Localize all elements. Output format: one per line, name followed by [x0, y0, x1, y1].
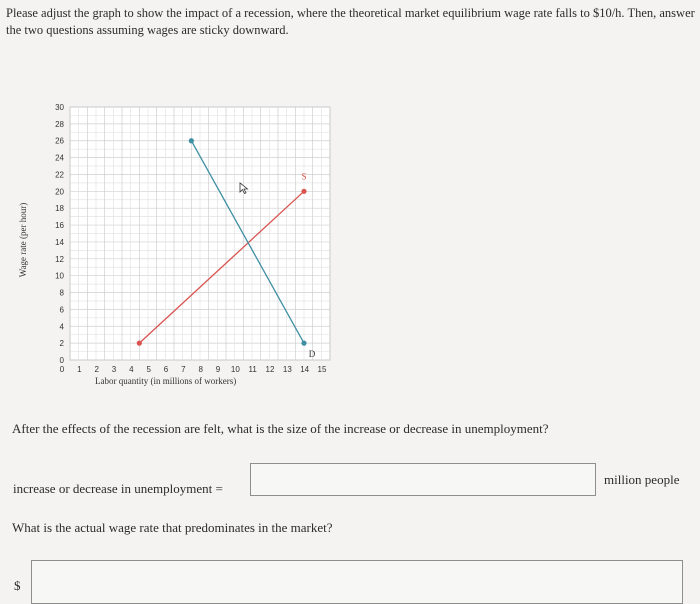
x-tick-label: 12 — [265, 365, 275, 374]
y-tick-label: 26 — [55, 136, 64, 146]
x-tick-label: 13 — [282, 365, 292, 374]
y-tick-label: 0 — [59, 356, 64, 365]
y-tick-label: 6 — [59, 305, 64, 315]
x-tick-label: 8 — [198, 365, 203, 374]
y-tick-label: 10 — [55, 271, 64, 281]
x-tick-label: 2 — [94, 365, 99, 374]
y-tick-label: 16 — [55, 221, 64, 231]
curve-label-s: S — [301, 171, 307, 182]
x-tick-label: 14 — [300, 365, 310, 374]
x-tick-label: 7 — [181, 365, 186, 374]
curve-d-handle[interactable] — [189, 138, 194, 143]
y-tick-label: 4 — [59, 322, 64, 332]
dollar-sign: $ — [14, 578, 21, 593]
x-tick-label: 1 — [77, 365, 82, 374]
curve-label-d: D — [308, 349, 316, 360]
curve-s-handle[interactable] — [137, 341, 142, 346]
y-tick-label: 2 — [59, 339, 64, 349]
x-tick-label: 4 — [129, 365, 134, 374]
y-tick-label: 12 — [55, 254, 64, 264]
y-tick-label: 18 — [55, 204, 64, 214]
y-tick-label: 28 — [55, 119, 64, 129]
x-axis-label: Labor quantity (in millions of workers) — [95, 376, 237, 386]
y-tick-label: 8 — [59, 288, 64, 298]
y-tick-label: 20 — [55, 187, 64, 197]
y-tick-label: 22 — [55, 170, 64, 180]
y-tick-labels — [55, 103, 64, 365]
x-tick-label: 3 — [111, 365, 117, 374]
question-unemployment: After the effects of the recession are felt, what is the size of the increase or decrease in unemployment? — [12, 421, 549, 436]
unemployment-change-input[interactable] — [250, 463, 596, 496]
y-tick-label: 30 — [55, 103, 64, 112]
curve-s-handle[interactable] — [301, 189, 306, 194]
question-wage-rate: What is the actual wage rate that predominates in the market? — [12, 520, 333, 535]
x-tick-label: 6 — [163, 365, 169, 374]
unit-label: million people — [604, 472, 680, 487]
y-axis-label: Wage rate (per hour) — [18, 202, 28, 278]
x-tick-label: 5 — [146, 365, 151, 374]
x-tick-label: 0 — [59, 365, 65, 374]
unemployment-field-label: increase or decrease in unemployment = — [13, 481, 223, 496]
y-tick-label: 14 — [55, 237, 64, 247]
wage-rate-input[interactable] — [31, 560, 683, 604]
instructions-text: Please adjust the graph to show the impact of a recession, where the theoretical market equilibrium wage rate falls to $10/h. Then, answer the two questions assuming wages are sticky downward. — [6, 6, 695, 37]
y-tick-label: 24 — [55, 153, 64, 163]
chart-grid — [70, 107, 330, 360]
x-tick-label: 11 — [248, 365, 257, 374]
x-tick-label: 9 — [215, 365, 221, 374]
x-tick-label: 10 — [230, 365, 240, 374]
x-tick-labels — [60, 365, 327, 374]
x-tick-label: 15 — [317, 365, 327, 374]
curve-d-handle[interactable] — [301, 341, 306, 346]
